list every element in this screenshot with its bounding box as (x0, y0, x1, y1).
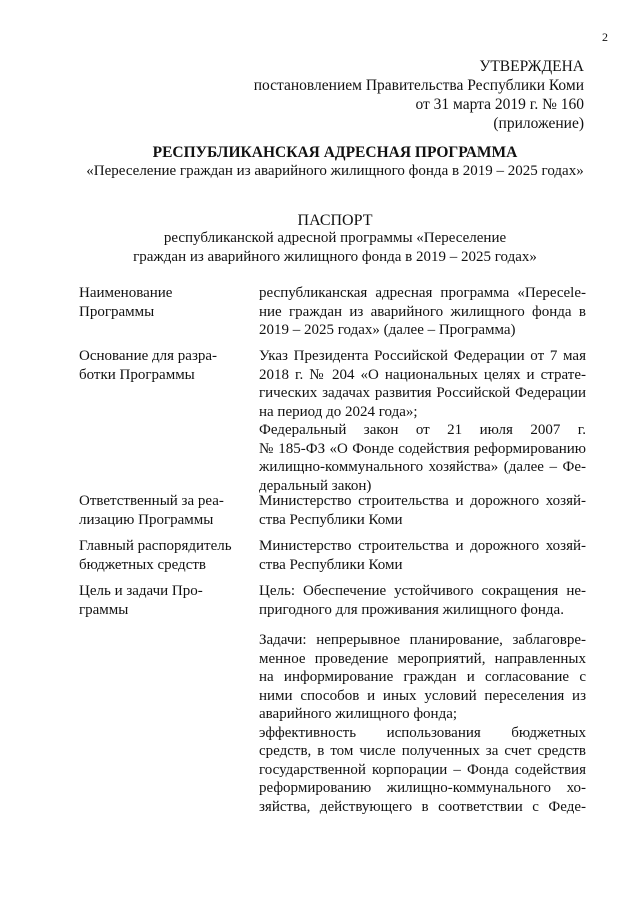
label-line: Программы (79, 303, 155, 320)
value-line: 2019 – 2025 годах» (далее – Программа) (259, 322, 516, 338)
tasks-block (259, 631, 586, 816)
value-line: жилищно-коммунального хозяйства» (далее – Фе- (259, 459, 586, 475)
label-line: бюджетных средств (79, 556, 206, 573)
value-line: ства Республики Коми (259, 511, 403, 528)
approval-line-2: постановлением Правительства Республики Коми (253, 77, 584, 94)
tasks-line: ними способов и иных условий переселения из (259, 687, 586, 704)
approval-line-3: от 31 марта 2019 г. № 160 (415, 96, 584, 113)
label-line: Основание для разра- (79, 348, 218, 364)
label-line: лизацию Программы (79, 511, 214, 528)
row-label-goals (79, 582, 249, 619)
tasks-line: зяйства, действующего в соответствии с Феде- (259, 798, 586, 815)
value-line: № 185-ФЗ «О Фонде содействия реформированию (259, 440, 586, 457)
row-label-program-name (79, 284, 249, 321)
tasks-line: менное проведение мероприятий, направленных (259, 650, 586, 667)
passport-line-2: республиканской адресной программы «Переселение (163, 230, 507, 246)
label-line: Наименование (79, 285, 173, 301)
value-line: гических задачах развития Российской Федерации (259, 385, 586, 401)
value-line: Министерство строительства и дорожного хозяй- (259, 493, 586, 509)
label-line: ботки Программы (79, 366, 195, 383)
page-number: 2 (602, 30, 608, 44)
label-line: Главный распорядитель (79, 538, 232, 554)
value-line: Министерство строительства и дорожного хозяй- (259, 538, 586, 554)
value-line: Цель: Обеспечение устойчивого сокращения не- (259, 583, 586, 599)
label-line: Ответственный за реа- (79, 493, 224, 509)
value-line: деральный закон) (259, 477, 372, 494)
approval-line-1: УТВЕРЖДЕНА (479, 58, 584, 75)
passport-heading: ПАСПОРТ (297, 212, 373, 229)
row-label-budget-manager (79, 537, 249, 574)
value-line: на период до 2024 года»; (259, 403, 418, 420)
row-value-goals (259, 582, 586, 619)
tasks-line: аварийного жилищного фонда; (259, 706, 458, 722)
value-line: пригодного для проживания жилищного фонда. (259, 601, 564, 618)
value-line: Федеральный закон от 21 июля 2007 г. (259, 422, 586, 438)
tasks-line: на информирование граждан и согласование с (259, 669, 586, 685)
value-line: республиканская адресная программа «Пересele- (259, 285, 586, 301)
row-value-program-name (259, 284, 586, 340)
row-value-responsible (259, 492, 586, 529)
row-value-budget-manager (259, 537, 586, 574)
tasks-line: реформированию жилищно-коммунального хо- (259, 780, 586, 796)
tasks-line: государственной корпорации – Фонда содействия (259, 761, 586, 778)
tasks-line: эффективность использования бюджетных (259, 724, 586, 741)
passport-line-3: граждан из аварийного жилищного фонда в 2019 – 2025 годах» (133, 249, 537, 265)
program-title: РЕСПУБЛИКАНСКАЯ АДРЕСНАЯ ПРОГРАММА (152, 144, 518, 161)
value-line: Указ Президента Российской Федерации от 7 мая (259, 348, 586, 364)
value-line: 2018 г. № 204 «О национальных целях и страте- (259, 366, 586, 383)
tasks-line: Задачи: непрерывное планирование, заблаговре- (259, 632, 586, 648)
value-line: ние граждан из аварийного жилищного фонда в (259, 303, 586, 320)
tasks-line: средств, в том числе полученных за счет средств (259, 743, 586, 759)
program-subtitle: «Переселение граждан из аварийного жилищного фонда в 2019 – 2025 годах» (86, 163, 584, 179)
label-line: граммы (79, 601, 129, 618)
row-label-basis (79, 347, 249, 384)
approval-line-4: (приложение) (493, 115, 584, 132)
value-line: ства Республики Коми (259, 556, 403, 573)
row-label-responsible (79, 492, 249, 529)
row-value-basis (259, 347, 586, 495)
label-line: Цель и задачи Про- (79, 583, 203, 599)
